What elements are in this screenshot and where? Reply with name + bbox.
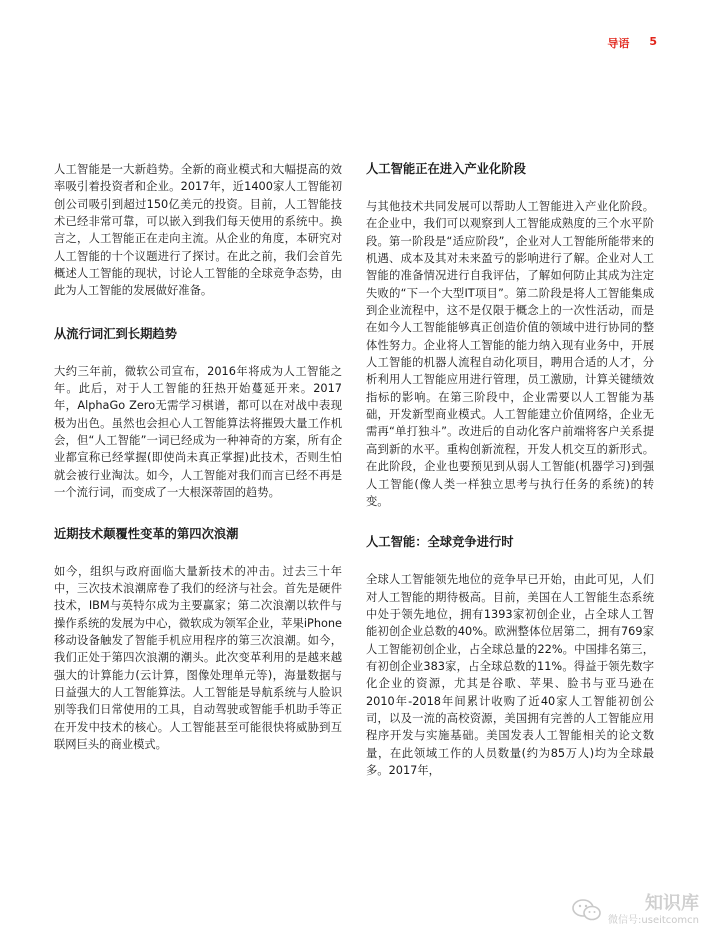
- industrialization-paragraph: 与其他技术共同发展可以帮助人工智能进入产业化阶段。在企业中，我们可以观察到人工智能成熟度的三个水平阶段。第一阶段是“适应阶段”，企业对人工智能所能带来的机遇、成本及其对未来盈亏的影响进行了解。企业对人工智能的准备情况进行自我评估，了解如何防止其成为注定失败的“下一个大型IT项目”。第二阶段是将人工智能集成到企业流程中，这不是仅限于概念上的一次性活动，而是在如今人工智能能够真正创造价值的领域中进行协同的整体性努力。企业将人工智能的能力纳入现有业务中，开展人工智能的机器人流程自动化项目，聘用合适的人才，分析利用人工智能应用进行管理，员工激励，计算关键绩效指标的影响。在第三阶段中，企业需要以人工智能为基础，开发新型商业模式。人工智能建立价值网络，企业无需再“单打独斗”。改进后的自动化客户前端将客户关系提高到新的水平。重构创新流程，开发人机交互的新形式。在此阶段，企业也要预见到从弱人工智能(机器学习)到强人工智能(像人类一样独立思考与执行任务的系统)的转变。: [366, 200, 654, 508]
- trend-paragraph: 大约三年前，微软公司宣布，2016年将成为人工智能之年。此后，对于人工智能的狂热开始蔓延开来。2017年，AlphaGo Zero无需学习棋谱，都可以在对战中表现极为出色。虽然也会担心人工智能算法将摧毁大量工作机会，但“人工智能”一词已经成为一种神奇的方案，所有企业都宣称已经掌握(即使尚未真正掌握)此技术，否则生怕就会被行业淘汰。如今，人工智能对我们而言已经不再是一个流行词，而变成了一大根深蒂固的趋势。: [54, 364, 342, 500]
- wechat-icon: [572, 899, 602, 921]
- page-header: [607, 35, 657, 51]
- watermark: [572, 893, 699, 927]
- global-competition-paragraph: 全球人工智能领先地位的竞争早已开始，由此可见，人们对人工智能的期待极高。目前，美国在人工智能生态系统中处于领先地位，拥有1393家初创企业，占全球人工智能初创企业总数的40%。欧洲整体位居第二，拥有769家人工智能初创企业，占全球总量的22%。中国排名第三，有初创企业383家，占全球总数的11%。得益于领先数字化企业的资源，尤其是谷歌、苹果、脸书与亚马逊在2010年-2018年间累计收购了近40家人工智能初创公司，以及一流的高校资源，美国拥有完善的人工智能应用程序开发与实施基础。美国发表人工智能相关的论文数量，在此领域工作的人员数量(约为85万人)均为全球最多。2017年，: [366, 573, 654, 777]
- section-heading-trend: 从流行词汇到长期趋势: [54, 326, 177, 341]
- section-label: 导语: [607, 37, 630, 50]
- right-column: [366, 161, 654, 779]
- fourth-wave-paragraph: 如今，组织与政府面临大量新技术的冲击。过去三十年中，三次技术浪潮席卷了我们的经济与社会。首先是硬件技术，IBM与英特尔成为主要赢家；第二次浪潮以软件与操作系统的发展为中心，微软成为领军企业，苹果iPhone移动设备触发了智能手机应用程序的第三次浪潮。如今，我们正处于第四次浪潮的潮头。此次变革利用的是越来越强大的计算能力(云计算，图像处理单元等)，海量数据与日益强大的人工智能算法。人工智能是导航系统与人脸识别等我们日常使用的工具，自动驾驶或智能手机助手等正在开发中技术的核心。人工智能甚至可能很快将威胁到互联网巨头的商业模式。: [54, 564, 342, 751]
- intro-paragraph: 人工智能是一大新趋势。全新的商业模式和大幅提高的效率吸引着投资者和企业。2017年，近1400家人工智能初创公司吸引到超过150亿美元的投资。目前，人工智能技术已经非常可靠，可以嵌入到我们每天使用的系统中。换言之，人工智能正在走向主流。从企业的角度，本研究对人工智能的十个议题进行了探讨。在此之前，我们会首先概述人工智能的现状，讨论人工智能的全球竞争态势，由此为人工智能的发展做好准备。: [54, 163, 342, 298]
- section-heading-global-competition: 人工智能：全球竞争进行时: [366, 535, 514, 550]
- left-column: [54, 161, 342, 753]
- watermark-name: 知识库: [645, 893, 699, 914]
- section-heading-industrialization: 人工智能正在进入产业化阶段: [366, 162, 526, 176]
- section-heading-fourth-wave: 近期技术颠覆性变革的第四次浪潮: [54, 526, 239, 541]
- page-number: 5: [649, 35, 657, 48]
- watermark-account: 微信号:useitcomcn: [608, 915, 699, 926]
